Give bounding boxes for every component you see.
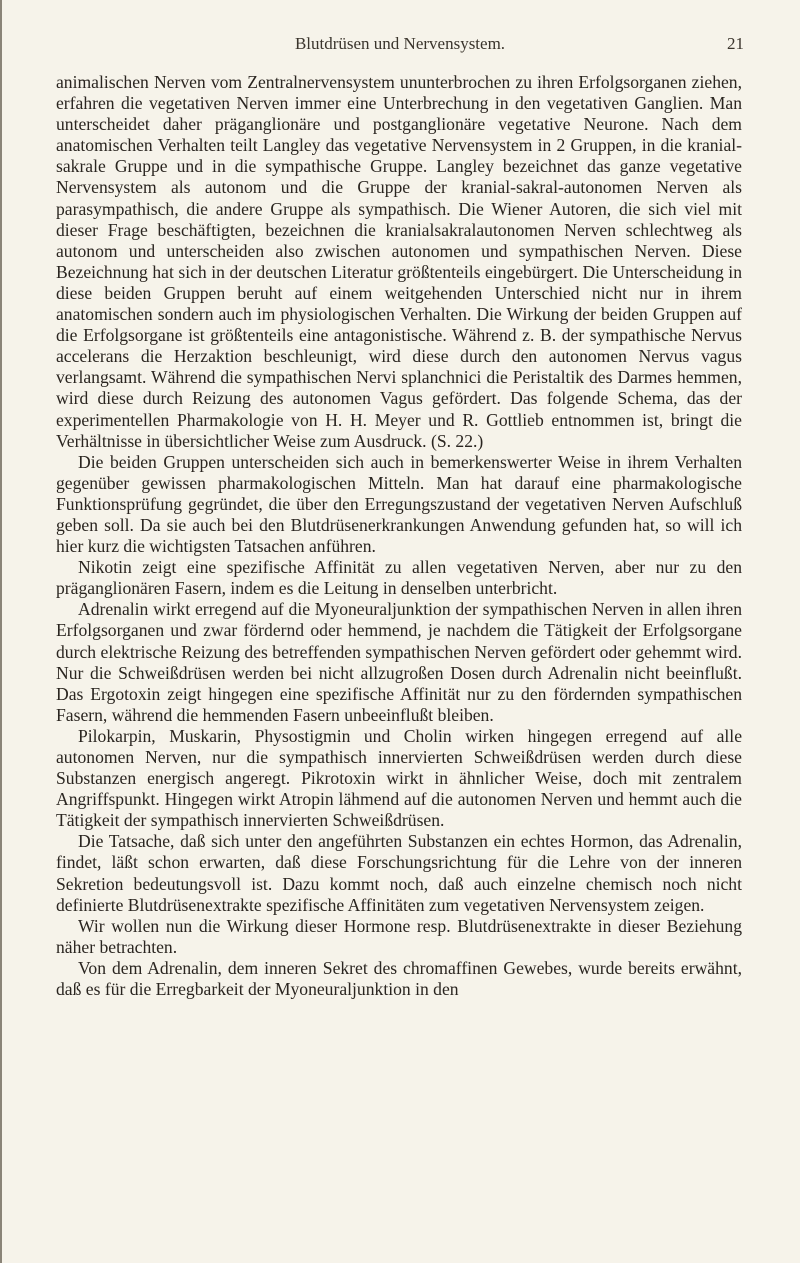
paragraph: Die Tatsache, daß sich unter den angeführten Substanzen ein echtes Hormon, das Adrenalin, findet, läßt schon erwarten, daß diese Forschungsrichtung für die Lehre von der inneren Sekretion bedeutungsvoll ist. Dazu kommt noch, daß auch einzelne chemisch noch nicht definierte Blutdrüsenextrakte spezifische Affinitäten zum vegetativen Nervensystem zeigen. bbox=[56, 831, 742, 915]
body-text bbox=[56, 72, 742, 1000]
paragraph: Von dem Adrenalin, dem inneren Sekret des chromaffinen Gewebes, wurde bereits erwähnt, daß es für die Erregbarkeit der Myoneuraljunktion in den bbox=[56, 957, 742, 1000]
paragraph: Wir wollen nun die Wirkung dieser Hormone resp. Blutdrüsenextrakte in dieser Beziehung näher betrachten. bbox=[56, 915, 742, 957]
paragraph: Pilokarpin, Muskarin, Physostigmin und Cholin wirken hingegen erregend auf alle autonomen Nerven, nur die sympathisch innervierten Schweißdrüsen werden durch diese Substanzen energisch angeregt. Pikrotoxin wirkt in ähnlicher Weise, doch mit zentralem Angriffspunkt. Hingegen wirkt Atropin lähmend auf die autonomen Nerven und hemmt auch die Tätigkeit der sympathisch innervierten Schweißdrüsen. bbox=[56, 725, 742, 831]
running-header bbox=[56, 34, 744, 56]
paragraph: Adrenalin wirkt erregend auf die Myoneuraljunktion der sympathischen Nerven in allen ihren Erfolgsorganen und zwar fördernd oder hemmend, je nachdem die Tätigkeit der Erfolgsorgane durch elektrische Reizung des betreffenden sympathischen Nerven gefördert oder gehemmt wird. Nur die Schweißdrüsen werden bei nicht allzugroßen Dosen durch Adrenalin nicht beeinflußt. Das Ergotoxin zeigt hingegen eine spezifische Affinität nur zu den fördernden sympathischen Fasern, während die hemmenden Fasern unbeeinflußt bleiben. bbox=[56, 599, 742, 725]
page-number: 21 bbox=[727, 34, 744, 53]
scan-edge bbox=[0, 0, 2, 1263]
paragraph: Nikotin zeigt eine spezifische Affinität zu allen vegetativen Nerven, aber nur zu den präganglionären Fasern, indem es die Leitung in denselben unterbricht. bbox=[56, 557, 742, 599]
running-title: Blutdrüsen und Nervensystem. bbox=[294, 34, 506, 53]
paragraph: animalischen Nerven vom Zentralnervensystem ununterbrochen zu ihren Erfolgsorganen ziehen, erfahren die vegetativen Nerven immer eine Unterbrechung in den vegetativen Ganglien. Man unterscheidet daher präganglionäre und postganglionäre vegetative Neurone. Nach dem anatomischen Verhalten teilt Langley das vegetative Nervensystem in 2 Gruppen, in die kranial-sakrale Gruppe und in die sympathische Gruppe. Langley bezeichnet das ganze vegetative Nervensystem als autonom und die Gruppe der kranial-sakral-autonomen Nerven als parasympathisch, die andere Gruppe als sympathisch. Die Wiener Autoren, die sich viel mit dieser Frage beschäftigten, bezeichnen die kranialsakralautonomen Nerven schlechtweg als autonom und unterscheiden also zwischen autonomen und sympathischen Nerven. Diese Bezeichnung hat sich in der deutschen Literatur größtenteils eingebürgert. Die Unterscheidung in diese beiden Gruppen beruht auf einem weitgehenden Unterschied nicht nur in ihrem anatomischen sondern auch im physiologischen Verhalten. Die Wirkung der beiden Gruppen auf die Erfolgsorgane ist größtenteils eine antagonistische. Während z. B. der sympathische Nervus accelerans die Herzaktion beschleunigt, wird diese durch den autonomen Nervus vagus verlangsamt. Während die sympathischen Nervi splanchnici die Peristaltik des Darmes hemmen, wird diese durch Reizung des autonomen Vagus gefördert. Das folgende Schema, das der experimentellen Pharmakologie von H. H. Meyer und R. Gottlieb entnommen ist, bringt die Verhältnisse in übersichtlicher Weise zum Ausdruck. (S. 22.) bbox=[56, 72, 742, 451]
paragraph: Die beiden Gruppen unterscheiden sich auch in bemerkenswerter Weise in ihrem Verhalten gegenüber gewissen pharmakologischen Mitteln. Man hat darauf eine pharmakologische Funktionsprüfung gegründet, die über den Erregungszustand der vegetativen Nerven Aufschluß geben soll. Da sie auch bei den Blutdrüsenerkrankungen Anwendung gefunden hat, so will ich hier kurz die wichtigsten Tatsachen anführen. bbox=[56, 451, 742, 557]
